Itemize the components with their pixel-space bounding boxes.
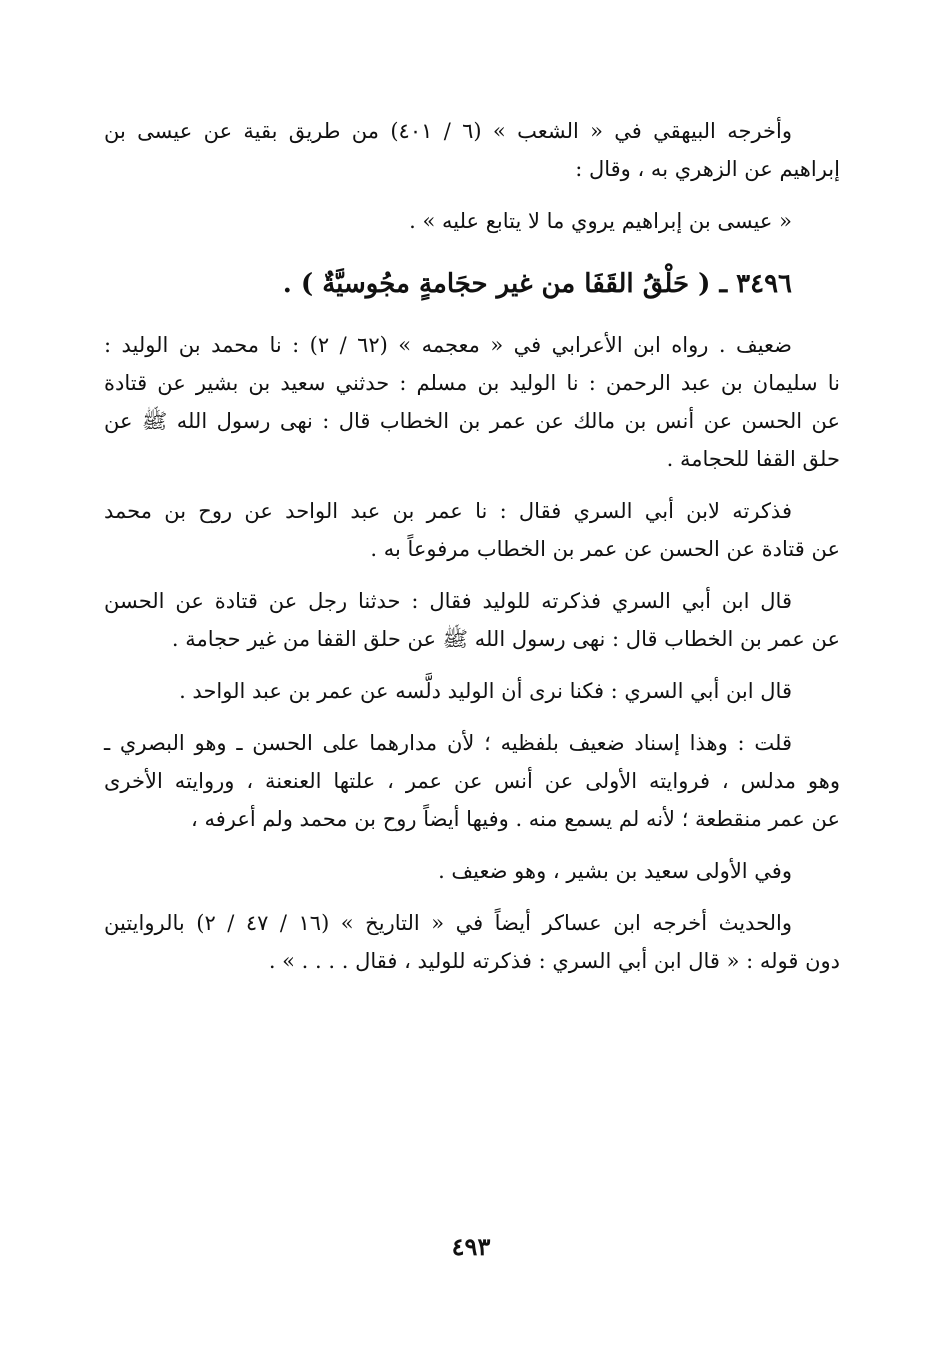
paragraph-ibn-abi-sari-2	[104, 582, 840, 658]
text-line: ضعيف . رواه ابن الأعرابي في « معجمه » (٦٢ / ٢) : نا محمد بن الوليد :	[104, 333, 792, 357]
text-line: عن الحسن عن أنس بن مالك عن عمر بن الخطاب قال : نهى رسول الله ﷺ عن	[104, 409, 840, 433]
text-line: عن عمر بن الخطاب قال : نهى رسول الله ﷺ عن حلق القفا من غير حجامة .	[171, 627, 840, 651]
hadith-heading: ٣٤٩٦ ـ ( حَلْقُ القَفَا من غير حجَامةٍ مجُوسيَّةٌ ) .	[282, 269, 792, 299]
text-line: نا سليمان بن عبد الرحمن : نا الوليد بن مسلم : حدثني سعيد بن بشير عن قتادة	[104, 371, 840, 395]
text-line: حلق القفا للحجامة .	[666, 447, 840, 471]
text-line: قلت : وهذا إسناد ضعيف بلفظيه ؛ لأن مدارهما على الحسن ـ وهو البصري ـ	[104, 731, 792, 755]
page-body	[104, 112, 840, 994]
text-line: وهو مدلس ، فروايته الأولى عن أنس عن عمر ، علتها العنعنة ، وروايته الأخرى	[104, 769, 840, 793]
text-line: « عيسى بن إبراهيم يروي ما لا يتابع عليه » .	[409, 209, 792, 233]
page-number: ٤٩٣	[451, 1232, 491, 1261]
text-line: قال ابن أبي السري فذكرته للوليد فقال : حدثنا رجل عن قتادة عن الحسن	[104, 589, 792, 613]
paragraph-grading	[104, 326, 840, 478]
text-line: والحديث أخرجه ابن عساكر أيضاً في « التاريخ » (١٦ / ٤٧ / ٢) بالروايتين	[104, 911, 792, 935]
text-line: قال ابن أبي السري : فكنا نرى أن الوليد دلَّسه عن عمر بن عبد الواحد .	[179, 679, 792, 703]
text-line: وأخرجه البيهقي في « الشعب » (٦ / ٤٠١) من طريق بقية عن عيسى بن	[104, 119, 792, 143]
text-line: عن عمر منقطعة ؛ لأنه لم يسمع منه . وفيها أيضاً روح بن محمد ولم أعرفه ،	[190, 807, 840, 831]
text-line: إبراهيم عن الزهري به ، وقال :	[575, 157, 840, 181]
paragraph-ibn-abi-sari-1	[104, 492, 840, 568]
paragraph-quote	[104, 202, 840, 240]
text-line: دون قوله : « قال ابن أبي السري : فذكرته للوليد ، فقال . . . . » .	[268, 949, 840, 973]
paragraph-analysis	[104, 724, 840, 838]
text-line: وفي الأولى سعيد بن بشير ، وهو ضعيف .	[438, 859, 792, 883]
paragraph-ibn-abi-sari-3	[104, 672, 840, 710]
paragraph-ibn-asakir	[104, 904, 840, 980]
paragraph-said-bin-bashir	[104, 852, 840, 890]
paragraph-bayhaqi	[104, 112, 840, 188]
text-line: عن قتادة عن الحسن عن عمر بن الخطاب مرفوعاً به .	[370, 537, 840, 561]
text-line: فذكرته لابن أبي السري فقال : نا عمر بن عبد الواحد عن روح بن محمد	[104, 499, 792, 523]
